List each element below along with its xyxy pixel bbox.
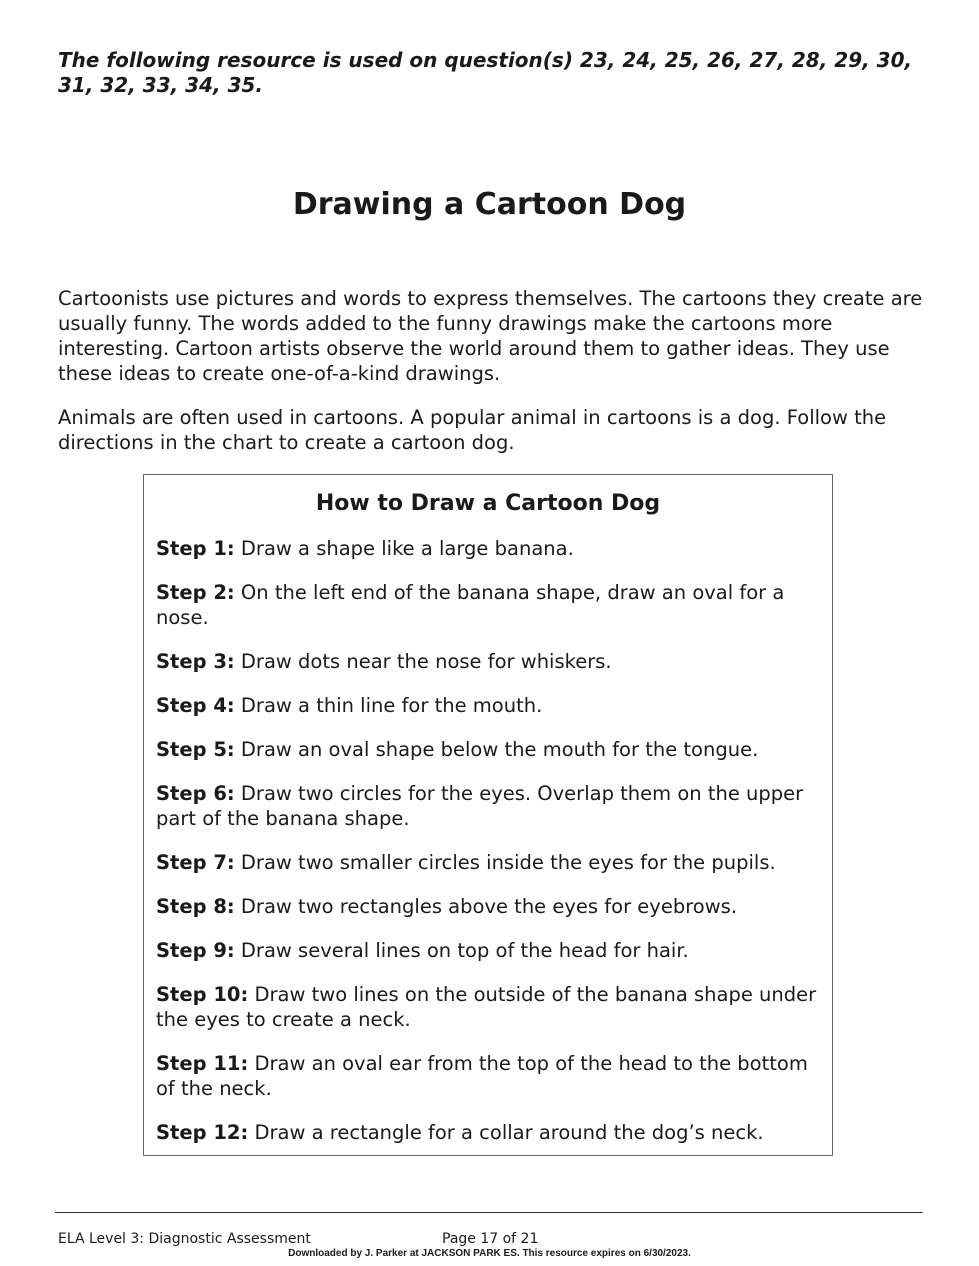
step-text: Draw a thin line for the mouth.	[240, 694, 543, 717]
step-text: Draw dots near the nose for whiskers.	[240, 650, 612, 673]
page-title: Drawing a Cartoon Dog	[292, 187, 687, 222]
step-label: Step 5:	[156, 738, 235, 761]
step-text: Draw two circles for the eyes. Overlap them on the upper part of the banana shape.	[156, 782, 804, 830]
step-label: Step 6:	[156, 782, 235, 805]
step-item	[156, 693, 820, 718]
footer-divider	[55, 1212, 923, 1213]
step-label: Step 11:	[156, 1052, 249, 1075]
intro-paragraph-1: Cartoonists use pictures and words to express themselves. The cartoons they create are usually funny. The words added to the funny drawings make the cartoons more interesting. Cartoon artists observe the world around them to gather ideas. They use these ideas to create one-of-a-kind drawings.	[58, 287, 923, 385]
steps-chart	[143, 474, 833, 1156]
footer-page-number: Page 17 of 21	[442, 1231, 539, 1247]
step-text: Draw an oval shape below the mouth for the tongue.	[240, 738, 759, 761]
step-item	[156, 781, 820, 831]
step-text: Draw two lines on the outside of the banana shape under the eyes to create a neck.	[156, 983, 817, 1031]
step-item	[156, 982, 820, 1032]
step-label: Step 12:	[156, 1121, 249, 1144]
step-text: Draw several lines on top of the head for hair.	[240, 939, 689, 962]
step-text: Draw a shape like a large banana.	[240, 537, 574, 560]
step-text: Draw two smaller circles inside the eyes for the pupils.	[240, 851, 776, 874]
step-item	[156, 938, 820, 963]
step-item	[156, 1051, 820, 1101]
step-text: Draw an oval ear from the top of the head to the bottom of the neck.	[156, 1052, 808, 1100]
step-item	[156, 850, 820, 875]
step-label: Step 2:	[156, 581, 235, 604]
intro-paragraph-2: Animals are often used in cartoons. A popular animal in cartoons is a dog. Follow the directions in the chart to create a cartoon dog.	[58, 406, 887, 454]
step-label: Step 1:	[156, 537, 235, 560]
step-label: Step 4:	[156, 694, 235, 717]
step-item	[156, 1120, 820, 1145]
step-label: Step 3:	[156, 650, 235, 673]
step-item	[156, 536, 820, 561]
step-item	[156, 737, 820, 762]
step-label: Step 10:	[156, 983, 249, 1006]
step-label: Step 9:	[156, 939, 235, 962]
step-label: Step 8:	[156, 895, 235, 918]
step-item	[156, 649, 820, 674]
step-text: Draw a rectangle for a collar around the dog’s neck.	[254, 1121, 764, 1144]
footer-assessment-name: ELA Level 3: Diagnostic Assessment	[58, 1231, 311, 1247]
step-label: Step 7:	[156, 851, 235, 874]
intro-passage	[58, 286, 930, 474]
steps-chart-title: How to Draw a Cartoon Dog	[315, 491, 661, 516]
resource-note: The following resource is used on question(s) 23, 24, 25, 26, 27, 28, 29, 30, 31, 32, 33, 34, 35.	[58, 48, 913, 97]
step-text: On the left end of the banana shape, draw an oval for a nose.	[156, 581, 785, 629]
steps-list	[156, 536, 820, 1164]
step-item	[156, 580, 820, 630]
step-item	[156, 894, 820, 919]
footer-download-notice: Downloaded by J. Parker at JACKSON PARK ES. This resource expires on 6/30/2023.	[288, 1248, 691, 1259]
step-text: Draw two rectangles above the eyes for eyebrows.	[240, 895, 738, 918]
